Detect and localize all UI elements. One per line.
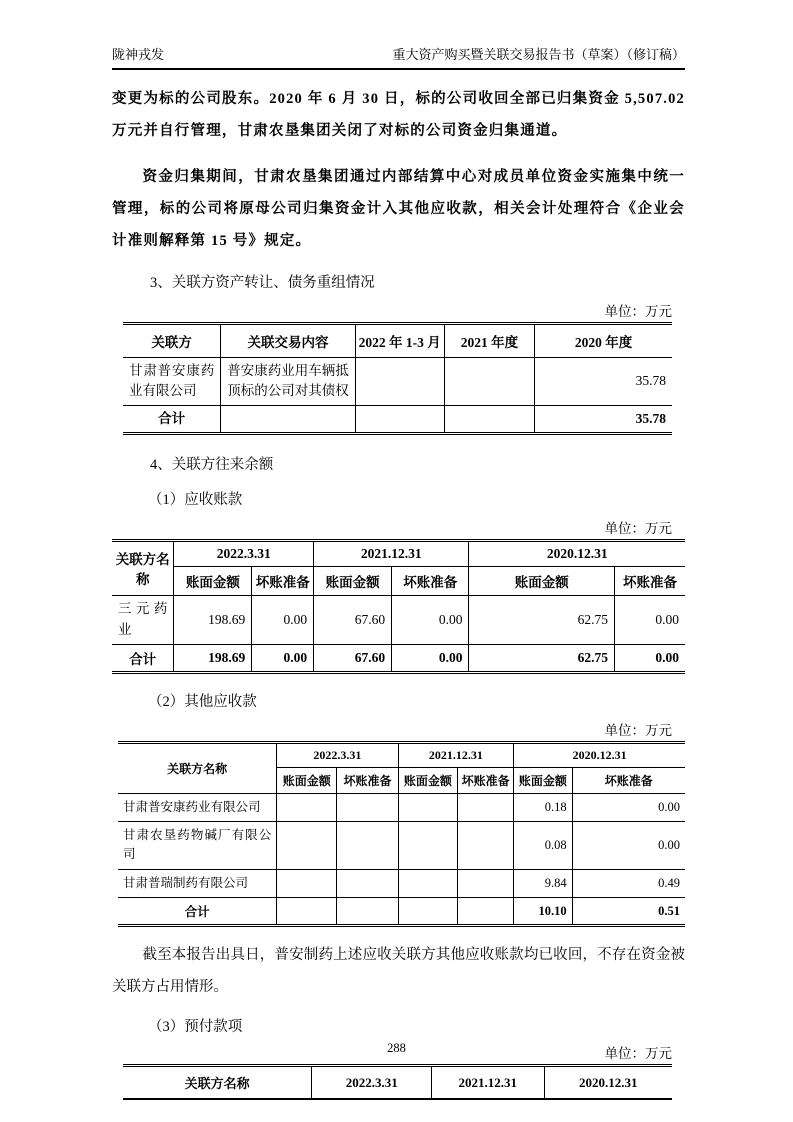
- table-row: [118, 793, 685, 821]
- table-cell: 67.60: [314, 644, 392, 671]
- column-header: 2020.12.31: [544, 1067, 672, 1098]
- table-receivables: [112, 539, 685, 674]
- table-cell: 合计: [118, 898, 277, 925]
- column-header: 账面金额: [469, 566, 615, 595]
- column-header: 坏账准备: [337, 767, 398, 793]
- column-header: 2021 年度: [444, 325, 535, 358]
- column-header: 坏账准备: [572, 767, 685, 793]
- column-header: 2020.12.31: [469, 542, 685, 567]
- table-cell: 甘肃普瑞制药有限公司: [118, 869, 277, 897]
- table-cell: [458, 821, 514, 869]
- table-cell: 三元药业: [112, 595, 174, 644]
- paragraph: 截至本报告出具日，普安制药上述应收关联方其他应收账款均已收回，不存在资金被关联方占用情形。: [112, 947, 685, 996]
- table-cell: [398, 793, 458, 821]
- table-cell: 0.00: [392, 644, 469, 671]
- page-number: 288: [387, 1041, 406, 1055]
- section-heading-4: 4、关联方往来余额: [150, 456, 274, 473]
- table-cell: [221, 405, 356, 432]
- column-header: 账面金额: [314, 566, 392, 595]
- column-header: 2021.12.31: [432, 1067, 545, 1098]
- table-cell: [444, 405, 535, 432]
- column-header: 关联方名称: [118, 744, 277, 794]
- table-cell: 甘肃农垦药物碱厂有限公司: [118, 821, 277, 869]
- table-cell: 67.60: [314, 595, 392, 644]
- table-cell: [444, 358, 535, 406]
- column-header: 2021.12.31: [314, 542, 469, 567]
- table-cell: 0.00: [392, 595, 469, 644]
- table-cell: 甘肃普安康药业有限公司: [123, 358, 221, 406]
- table-cell: [355, 405, 444, 432]
- column-header: 账面金额: [398, 767, 458, 793]
- table-cell: 198.69: [174, 595, 252, 644]
- header-right-text: 重大资产购买暨关联交易报告书（草案）（修订稿）: [392, 47, 685, 62]
- column-header: 2022.3.31: [277, 744, 398, 768]
- column-header: 2022 年 1-3 月: [355, 325, 444, 358]
- table-cell: 0.00: [572, 821, 685, 869]
- table-cell: 0.49: [572, 869, 685, 897]
- table-header-row: [112, 542, 685, 567]
- column-header: 关联方名称: [112, 542, 174, 596]
- subsection-heading-2: （2）其他应收款: [148, 693, 257, 710]
- unit-label: 单位：万元: [604, 722, 672, 738]
- table-cell: 合计: [123, 405, 221, 432]
- table-cell: [398, 869, 458, 897]
- table-cell: 10.10: [514, 898, 572, 925]
- table-cell: 0.00: [614, 644, 685, 671]
- table-reorg: [123, 322, 672, 435]
- table-cell: [398, 821, 458, 869]
- table-cell: [277, 898, 337, 925]
- column-header: 2020 年度: [535, 325, 672, 358]
- column-header: 2022.3.31: [312, 1067, 432, 1098]
- table-cell: 35.78: [535, 358, 672, 406]
- column-header: 关联方: [123, 325, 221, 358]
- table-cell: 普安康药业用车辆抵顶标的公司对其债权: [221, 358, 356, 406]
- table-total-row: [112, 644, 685, 671]
- table-cell: 0.00: [252, 644, 314, 671]
- table-subheader-row: [112, 566, 685, 595]
- table-cell: [337, 869, 398, 897]
- column-header: 账面金额: [514, 767, 572, 793]
- paragraph: 资金归集期间，甘肃农垦集团通过内部结算中心对成员单位资金实施集中统一管理，标的公司将原母公司归集资金计入其他应收款，相关会计处理符合《企业会计准则解释第 15 号》规定。: [112, 169, 685, 249]
- table-row: [112, 595, 685, 644]
- table-cell: [458, 898, 514, 925]
- table-cell: [337, 898, 398, 925]
- section-heading-3: 3、关联方资产转让、债务重组情况: [150, 275, 375, 291]
- paragraph: 变更为标的公司股东。2020 年 6 月 30 日，标的公司收回全部已归集资金 5,507.02 万元并自行管理，甘肃农垦集团关闭了对标的公司资金归集通道。: [112, 91, 685, 139]
- table-header-row: [118, 744, 685, 768]
- column-header: 坏账准备: [458, 767, 514, 793]
- table-cell: [355, 358, 444, 406]
- column-header: 坏账准备: [614, 566, 685, 595]
- table-cell: 0.00: [252, 595, 314, 644]
- table-cell: 0.08: [514, 821, 572, 869]
- table-row: [123, 358, 672, 406]
- table-prepayments: [123, 1064, 672, 1100]
- table-total-row: [123, 405, 672, 432]
- table-cell: 甘肃普安康药业有限公司: [118, 793, 277, 821]
- table-cell: 0.00: [614, 595, 685, 644]
- table-cell: [277, 869, 337, 897]
- column-header: 坏账准备: [252, 566, 314, 595]
- table-row: [118, 869, 685, 897]
- table-header-row: [123, 325, 672, 358]
- header-left-text: 陇神戎发: [112, 47, 165, 62]
- column-header: 账面金额: [277, 767, 337, 793]
- column-header: 2021.12.31: [398, 744, 514, 768]
- table-cell: 0.18: [514, 793, 572, 821]
- column-header: 关联方名称: [123, 1067, 312, 1098]
- column-header: 关联交易内容: [221, 325, 356, 358]
- table-cell: [277, 821, 337, 869]
- table-cell: [337, 793, 398, 821]
- table-cell: [337, 821, 398, 869]
- table-cell: 62.75: [469, 595, 615, 644]
- table-cell: 198.69: [174, 644, 252, 671]
- table-cell: [277, 793, 337, 821]
- table-cell: [458, 793, 514, 821]
- table-cell: [398, 898, 458, 925]
- subsection-heading-3: （3）预付款项: [148, 1019, 243, 1036]
- table-cell: 0.51: [572, 898, 685, 925]
- table-cell: [458, 869, 514, 897]
- unit-label: 单位：万元: [604, 520, 672, 536]
- unit-label: 单位：万元: [604, 1046, 672, 1062]
- table-cell: 9.84: [514, 869, 572, 897]
- table-cell: 35.78: [535, 405, 672, 432]
- column-header: 坏账准备: [392, 566, 469, 595]
- column-header: 账面金额: [174, 566, 252, 595]
- table-cell: 0.00: [572, 793, 685, 821]
- table-cell: 合计: [112, 644, 174, 671]
- running-header: [112, 44, 685, 70]
- column-header: 2020.12.31: [514, 744, 685, 768]
- unit-label: 单位：万元: [604, 304, 672, 319]
- table-other-receivables: [118, 741, 685, 928]
- table-header-row: [123, 1067, 672, 1098]
- table-total-row: [118, 898, 685, 925]
- subsection-heading-1: （1）应收账款: [148, 491, 243, 508]
- table-row: [118, 821, 685, 869]
- table-cell: 62.75: [469, 644, 615, 671]
- column-header: 2022.3.31: [174, 542, 314, 567]
